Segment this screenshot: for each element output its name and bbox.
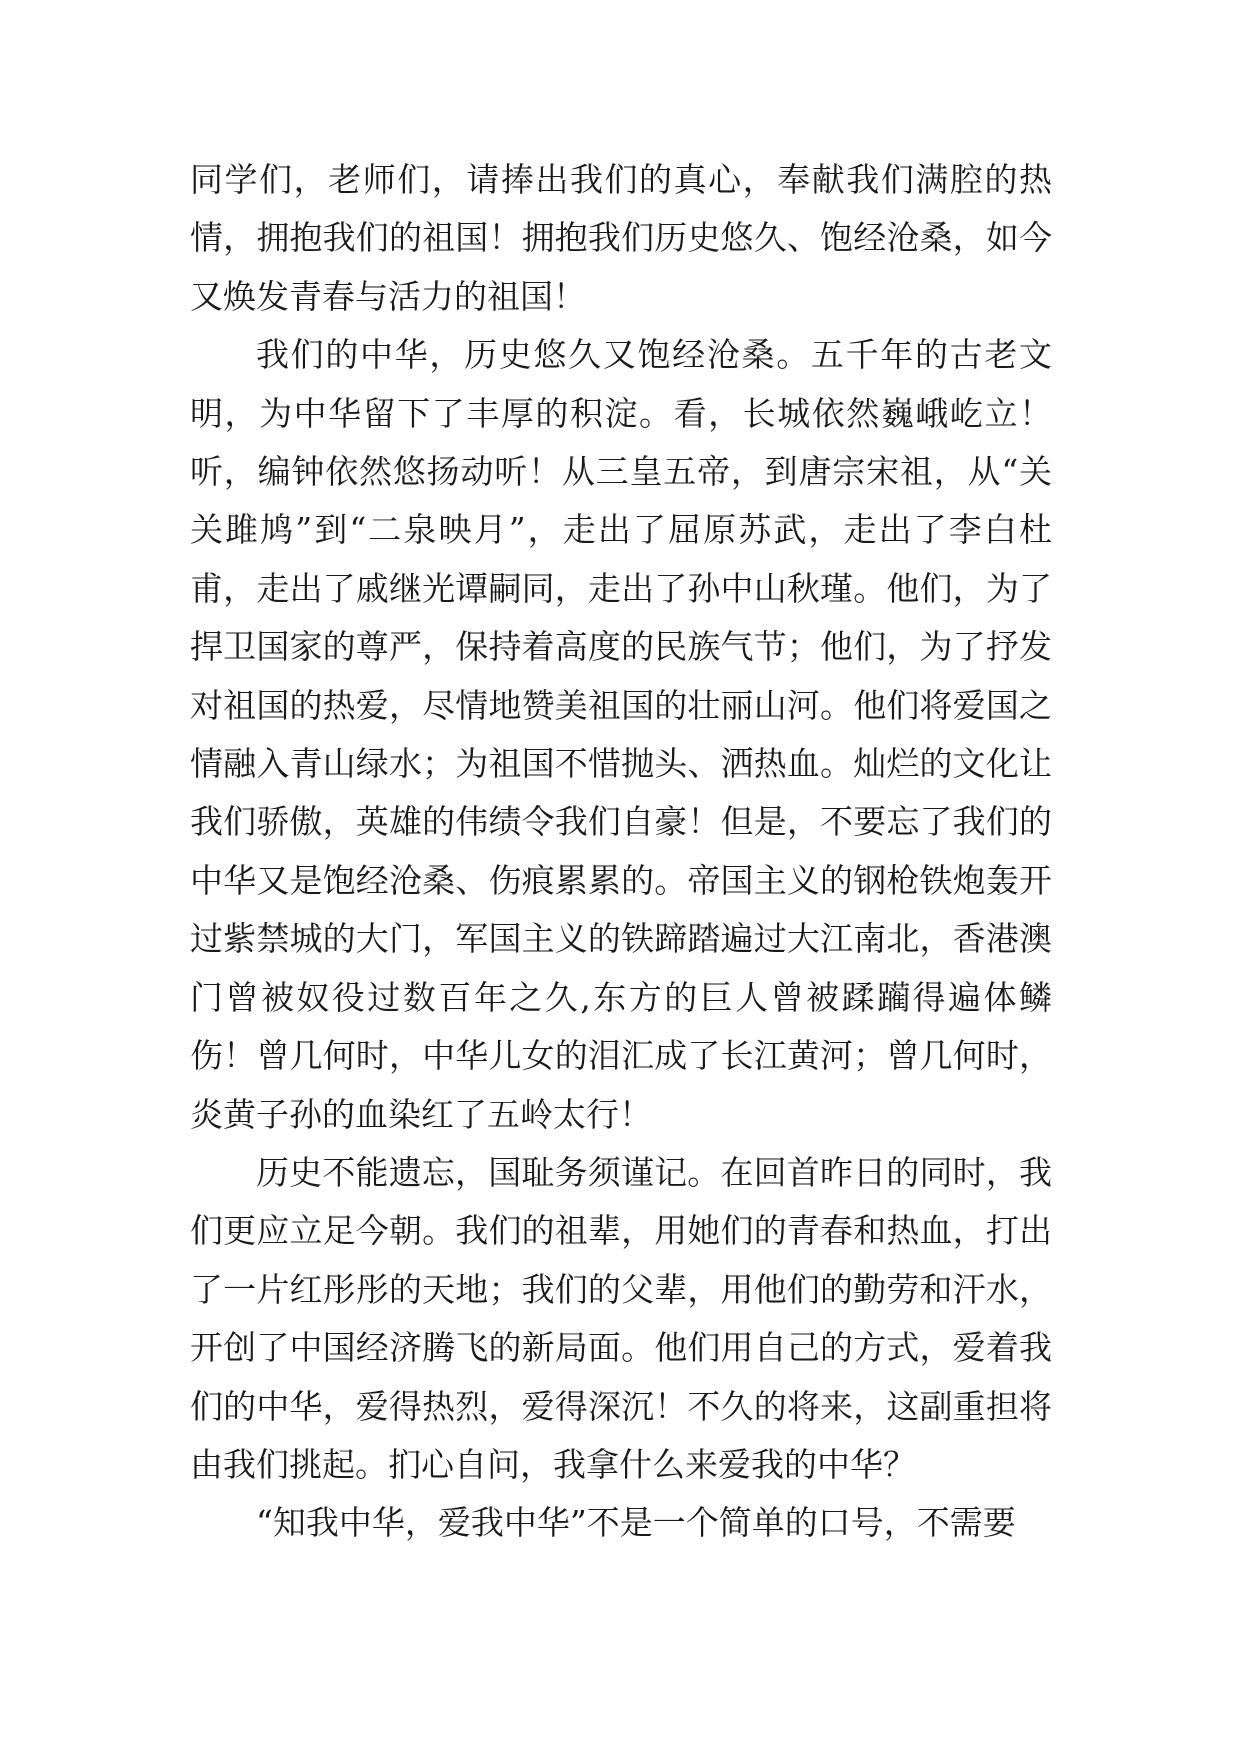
- body-text: [190, 151, 1052, 1553]
- paragraph-4: “知我中华，爱我中华”不是一个简单的口号，不需要: [256, 1503, 1016, 1543]
- paragraph-3: 历史不能遗忘，国耻务须谨记。在回首昨日的同时，我们更应立足今朝。我们的祖辈，用她们的青春和热血，打出了一片红彤彤的天地；我们的父辈，用他们的勤劳和汗水，开创了中国经济腾飞的新局面。他们用自己的方式，爱着我们的中华，爱得热烈，爱得深沉！不久的将来，这副重担将由我们挑起。扪心自问，我拿什么来爱我的中华？: [190, 1152, 1052, 1484]
- paragraph-2: 我们的中华，历史悠久又饱经沧桑。五千年的古老文明，为中华留下了丰厚的积淀。看，长城依然巍峨屹立！听，编钟依然悠扬动听！从三皇五帝，到唐宗宋祖，从“关关雎鸠”到“二泉映月”，走出了屈原苏武，走出了李白杜甫，走出了戚继光谭嗣同，走出了孙中山秋瑾。他们，为了捍卫国家的尊严，保持着高度的民族气节；他们，为了抒发对祖国的热爱，尽情地赞美祖国的壮丽山河。他们将爱国之情融入青山绿水；为祖国不惜抛头、洒热血。灿烂的文化让我们骄傲，英雄的伟绩令我们自豪！但是，不要忘了我们的中华又是饱经沧桑、伤痕累累的。帝国主义的钢枪铁炮轰开过紫禁城的大门，军国主义的铁蹄踏遍过大江南北，香港澳门曾被奴役过数百年之久,东方的巨人曾被蹂躏得遍体鳞伤！曾几何时，中华儿女的泪汇成了长江黄河；曾几何时，炎黄子孙的血染红了五岭太行！: [190, 335, 1052, 1134]
- paragraph-1: 同学们，老师们，请捧出我们的真心，奉献我们满腔的热情，拥抱我们的祖国！拥抱我们历史悠久、饱经沧桑，如今又焕发青春与活力的祖国！: [190, 160, 1052, 316]
